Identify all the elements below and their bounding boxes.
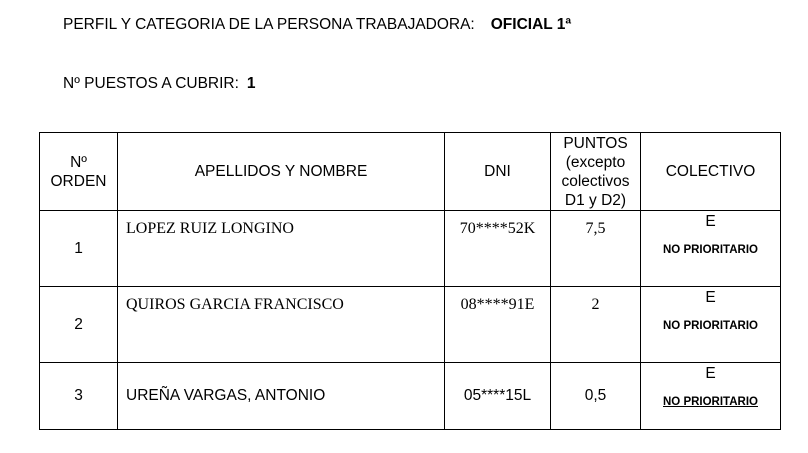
header-orden <box>40 133 118 211</box>
cell-dni: 70****52K <box>445 211 551 287</box>
header-puntos <box>551 133 641 211</box>
header-colectivo: COLECTIVO <box>641 133 781 211</box>
cell-orden: 2 <box>40 287 118 363</box>
cell-orden: 1 <box>40 211 118 287</box>
table-header-row <box>40 133 781 211</box>
header-dni: DNI <box>445 133 551 211</box>
cell-puntos: 2 <box>551 287 641 363</box>
table-row <box>40 287 781 363</box>
header-puntos-line3: colectivos <box>561 172 630 190</box>
cell-colectivo <box>641 211 781 287</box>
cell-dni: 05****15L <box>445 363 551 430</box>
puestos-value: 1 <box>246 75 256 92</box>
candidates-table <box>39 132 781 430</box>
header-puntos-line1: PUNTOS <box>563 134 628 152</box>
perfil-value: OFICIAL 1ª <box>490 16 572 33</box>
perfil-label: PERFIL Y CATEGORIA DE LA PERSONA TRABAJADORA: <box>63 16 475 33</box>
perfil-categoria-line <box>63 16 571 34</box>
puestos-line <box>63 75 256 93</box>
header-puntos-line2: (excepto <box>565 153 626 171</box>
header-orden-line1: Nº <box>70 153 87 171</box>
header-puntos-line4: D1 y D2) <box>564 191 627 209</box>
cell-colectivo <box>641 287 781 363</box>
colectivo-status: NO PRIORITARIO <box>663 244 758 256</box>
colectivo-code: E <box>705 365 716 382</box>
header-nombre: APELLIDOS Y NOMBRE <box>118 133 445 211</box>
colectivo-code: E <box>705 213 716 230</box>
cell-colectivo <box>641 363 781 430</box>
cell-puntos: 7,5 <box>551 211 641 287</box>
puestos-label: Nº PUESTOS A CUBRIR: <box>63 75 239 92</box>
table-row <box>40 211 781 287</box>
cell-nombre: QUIROS GARCIA FRANCISCO <box>118 287 445 363</box>
header-orden-line2: ORDEN <box>50 172 107 190</box>
colectivo-code: E <box>705 289 716 306</box>
cell-puntos: 0,5 <box>551 363 641 430</box>
colectivo-status: NO PRIORITARIO <box>663 396 758 408</box>
colectivo-status: NO PRIORITARIO <box>663 320 758 332</box>
cell-nombre: UREÑA VARGAS, ANTONIO <box>118 363 445 430</box>
cell-nombre: LOPEZ RUIZ LONGINO <box>118 211 445 287</box>
cell-orden: 3 <box>40 363 118 430</box>
cell-dni: 08****91E <box>445 287 551 363</box>
table-row <box>40 363 781 430</box>
